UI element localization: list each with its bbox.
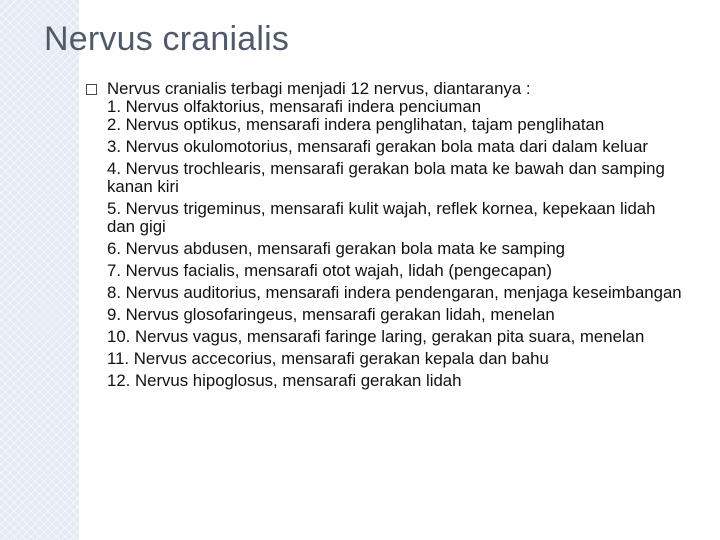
square-bullet-icon [86,84,97,95]
list-item: 7. Nervus facialis, mensarafi otot wajah, lidah (pengecapan) [107,261,552,280]
list-item: 4. Nervus trochlearis, mensarafi gerakan bola mata ke bawah dan samping kanan kiri [107,159,665,196]
decorative-side-panel [0,0,79,540]
list-item: 10. Nervus vagus, mensarafi faringe laring, gerakan pita suara, menelan [107,327,645,346]
nerve-list [86,98,686,390]
slide-title: Nervus cranialis [44,20,290,58]
list-item: 5. Nervus trigeminus, mensarafi kulit wajah, reflek kornea, kepekaan lidah dan gigi [107,199,656,236]
list-item: 11. Nervus accecorius, mensarafi gerakan kepala dan bahu [107,349,549,368]
slide-body [86,80,686,394]
list-item: 6. Nervus abdusen, mensarafi gerakan bola mata ke samping [107,239,566,258]
list-item: 1. Nervus olfaktorius, mensarafi indera penciuman [107,97,482,116]
list-item: 8. Nervus auditorius, mensarafi indera pendengaran, menjaga keseimbangan [107,283,682,302]
lead-text: Nervus cranialis terbagi menjadi 12 nervus, diantaranya : [107,79,531,98]
list-item: 2. Nervus optikus, mensarafi indera penglihatan, tajam penglihatan [107,115,605,134]
list-item: 12. Nervus hipoglosus, mensarafi gerakan lidah [107,371,462,390]
list-item: 9. Nervus glosofaringeus, mensarafi gerakan lidah, menelan [107,305,555,324]
list-item: 3. Nervus okulomotorius, mensarafi gerakan bola mata dari dalam keluar [107,137,648,156]
